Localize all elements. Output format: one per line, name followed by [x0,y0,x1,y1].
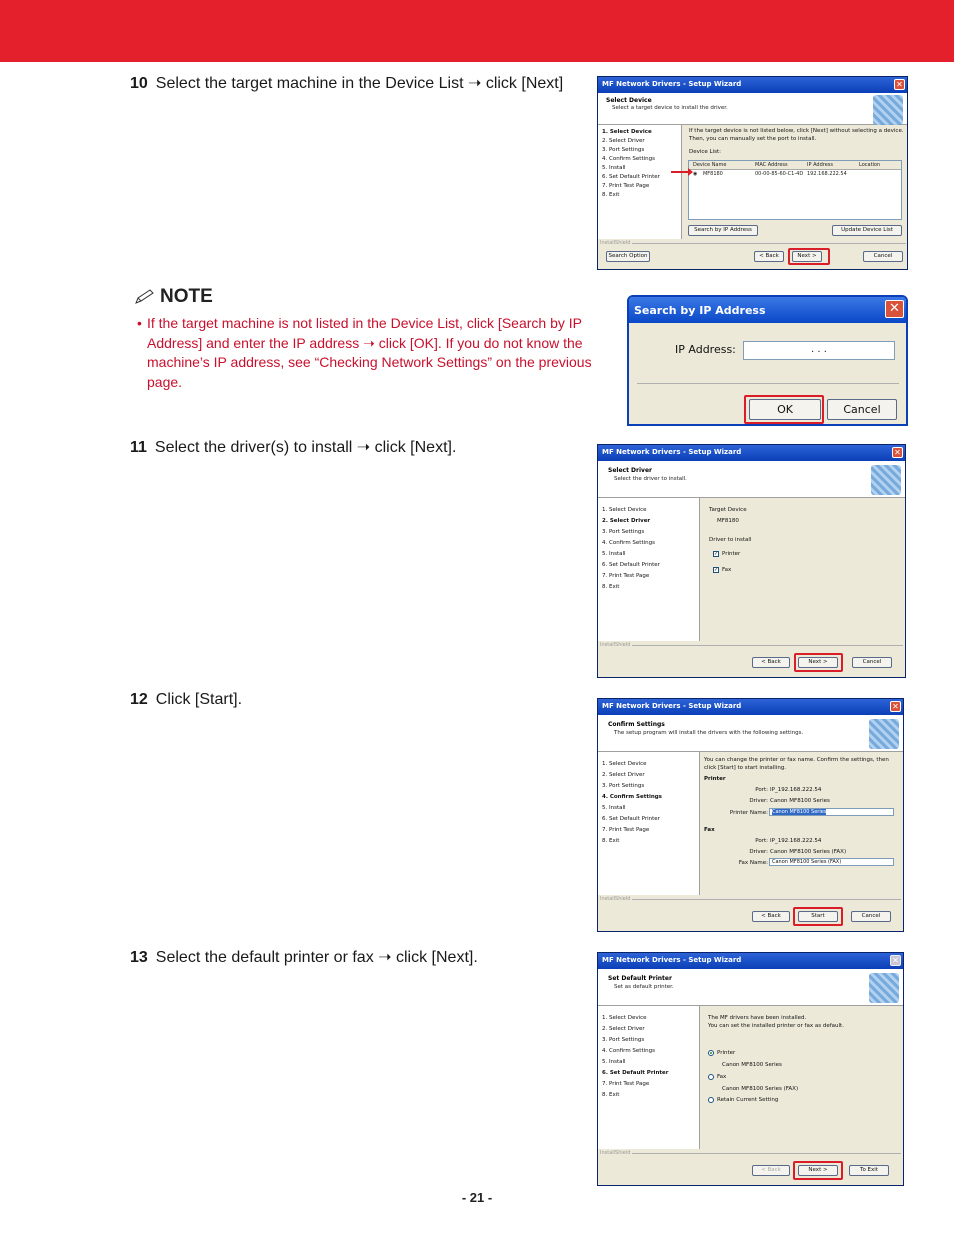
port-label: Port: [755,838,768,844]
cancel-button[interactable]: Cancel [851,911,891,922]
target-device-value: MF8180 [717,518,739,524]
step-11 [130,436,570,460]
checkbox-checked-icon: ✓ [714,550,719,557]
wizard-graphic-icon [869,973,899,1003]
next-highlight [794,653,843,672]
step-12 [130,688,570,712]
search-by-ip-button[interactable]: Search by IP Address [688,225,758,236]
note-heading [134,286,594,308]
divider [637,383,899,384]
note-label: NOTE [160,286,213,307]
device-name: ◉ MF8180 [693,171,723,177]
close-icon[interactable]: ✕ [885,300,904,318]
radio-selected-icon [708,1050,714,1056]
header-title: Select Driver [608,467,652,474]
installshield-separator: InstallShield [600,645,903,652]
step-text: Select the driver(s) to install ➝ click [Next]. [154,439,457,456]
header-subtitle: Select the driver to install. [614,476,687,482]
confirm-settings-dialog [597,698,904,932]
printer-radio[interactable]: Printer [708,1049,735,1057]
note-body: If the target machine is not listed in the Device List, click [Search by IP Address] and enter the IP address ➝ click [OK]. If you do not know the machine’s IP address, see “Checking Network Settings” on the previous page. [147,315,592,390]
sidebar-step: 8. Exit [602,838,620,844]
dialog-title: Search by IP Address [634,304,766,317]
radio-unselected-icon [708,1097,714,1103]
select-device-dialog [597,76,908,270]
dialog-titlebar [629,297,906,323]
step-13 [130,946,570,970]
header-title: Confirm Settings [608,721,665,728]
printer-heading: Printer [704,776,726,782]
checkbox-checked-icon: ✓ [714,566,719,573]
sidebar-step: 3. Port Settings [602,783,645,789]
sidebar-step: 3. Port Settings [602,147,645,153]
step-number: 12 [130,691,148,708]
sidebar-step: 2. Select Driver [602,1026,645,1032]
sidebar-step: 8. Exit [602,1092,620,1098]
printer-port-value: IP_192.168.222.54 [770,787,822,793]
next-highlight [788,248,830,265]
sidebar-step: 4. Confirm Settings [602,1048,655,1054]
back-button[interactable]: < Back [752,911,790,922]
printer-option-detail: Canon MF8100 Series [722,1062,782,1068]
step-number: 13 [130,949,148,966]
sidebar-step: 1. Select Device [602,129,652,135]
sidebar-step: 5. Install [602,805,626,811]
device-row[interactable] [689,170,901,179]
installshield-separator: InstallShield [600,243,906,250]
wizard-header [598,715,903,752]
radio-unselected-icon [708,1074,714,1080]
intro-text: You can change the printer or fax name. Confirm the settings, then click [Start] to start installing. [704,757,889,771]
sidebar-step: 3. Port Settings [602,1037,645,1043]
step-number: 11 [130,439,147,456]
ok-button[interactable]: OK [749,399,821,420]
note-box [134,286,594,392]
dialog-title: MF Network Drivers - Setup Wizard [602,702,742,710]
header-title: Select Device [606,97,652,104]
sidebar-step: 5. Install [602,165,626,171]
pencil-icon [134,289,156,305]
printer-driver-value: Canon MF8100 Series [770,798,830,804]
driver-label: Driver: [749,849,768,855]
close-icon[interactable]: ✕ [894,79,905,90]
wizard-graphic-icon [871,465,901,495]
back-button[interactable]: < Back [754,251,784,262]
start-button[interactable]: Start [798,911,838,922]
fax-name-input[interactable]: Canon MF8100 Series (FAX) [769,858,894,866]
sidebar-step: 7. Print Test Page [602,183,650,189]
sidebar-step: 4. Confirm Settings [602,794,662,800]
device-list-header [689,161,901,170]
wizard-steps-sidebar [598,125,682,239]
device-list[interactable] [688,160,902,220]
sidebar-step: 8. Exit [602,584,620,590]
dialog-title: MF Network Drivers - Setup Wizard [602,956,742,964]
step-text: Select the target machine in the Device List ➝ click [Next] [155,75,564,92]
sidebar-step: 7. Print Test Page [602,827,650,833]
dialog-titlebar [598,445,905,461]
wizard-steps-sidebar [598,498,700,641]
printer-checkbox[interactable]: ✓ Printer [714,550,741,557]
select-driver-dialog [597,444,906,678]
column-header[interactable]: MAC Address [755,162,788,168]
retain-setting-radio[interactable]: Retain Current Setting [708,1096,778,1104]
cancel-button[interactable]: Cancel [852,657,892,668]
sidebar-step: 6. Set Default Printer [602,174,660,180]
installshield-separator: InstallShield [600,1153,901,1160]
dialog-titlebar [598,699,903,715]
exit-button[interactable]: To Exit [849,1165,889,1176]
fax-option-detail: Canon MF8100 Series (FAX) [722,1086,799,1092]
mac-address: 00-00-85-60-C1-4D [755,171,804,177]
location [855,170,901,179]
update-device-list-button[interactable]: Update Device List [832,225,902,236]
ip-address-dialog [627,295,908,426]
sidebar-step: 2. Select Driver [602,772,645,778]
dialog-titlebar [598,77,907,93]
sidebar-step: 7. Print Test Page [602,1081,650,1087]
sidebar-step: 2. Select Driver [602,518,651,524]
installshield-separator: InstallShield [600,899,901,906]
printer-name-input[interactable]: Canon MF8100 Series [769,808,894,816]
sidebar-step: 6. Set Default Printer [602,562,660,568]
header-title: Set Default Printer [608,975,672,982]
back-button[interactable]: < Back [752,657,790,668]
step-10 [130,72,570,96]
ip-address: 192.168.222.54 [807,171,847,177]
column-header[interactable]: IP Address [807,162,833,168]
driver-to-install-label: Driver to install [709,537,752,543]
wizard-header [598,969,903,1006]
close-icon: ✕ [890,955,901,966]
next-button[interactable]: Next > [798,1165,838,1176]
column-header[interactable]: Device Name [693,162,727,168]
wizard-header [598,461,905,498]
printer-name-label: Printer Name: [729,810,768,816]
sidebar-step: 5. Install [602,551,626,557]
sidebar-step: 6. Set Default Printer [602,816,660,822]
next-button[interactable]: Next > [798,657,838,668]
header-subtitle: The setup program will install the drivers with the following settings. [614,730,804,736]
header-subtitle: Select a target device to install the driver. [612,105,728,111]
fax-radio[interactable]: Fax [708,1073,726,1081]
dialog-titlebar [598,953,903,969]
search-option-button[interactable]: Search Option [606,251,650,262]
target-device-label: Target Device [709,507,747,513]
pointer-arrow-icon [671,171,689,173]
sidebar-step: 2. Select Driver [602,138,645,144]
wizard-graphic-icon [873,95,903,125]
step-text: Click [Start]. [155,691,243,708]
port-label: Port: [755,787,768,793]
intro-text: If the target device is not listed below, click [Next] without selecting a device. Then, you can manually set the port to install. [689,128,904,142]
wizard-header [598,93,907,125]
fax-driver-value: Canon MF8100 Series (FAX) [770,849,847,855]
cancel-button[interactable]: Cancel [863,251,903,262]
sidebar-step: 4. Confirm Settings [602,156,655,162]
column-header[interactable]: Location [859,162,881,168]
wizard-steps-sidebar [598,1006,700,1149]
header-subtitle: Set as default printer. [614,984,674,990]
intro-line-2: You can set the installed printer or fax as default. [708,1023,844,1029]
wizard-steps-sidebar [598,752,700,895]
start-highlight [793,907,843,926]
sidebar-step: 1. Select Device [602,1015,647,1021]
step-number: 10 [130,75,148,92]
top-red-banner [0,0,954,62]
close-icon[interactable]: ✕ [892,447,903,458]
next-button[interactable]: Next > [792,251,822,262]
note-bullet: • [137,315,142,331]
page-number: - 21 - [461,1190,493,1205]
sidebar-step: 3. Port Settings [602,529,645,535]
sidebar-step: 6. Set Default Printer [602,1070,669,1076]
sidebar-step: 8. Exit [602,192,620,198]
note-text [134,314,594,392]
cancel-button[interactable]: Cancel [827,399,897,420]
sidebar-step: 5. Install [602,1059,626,1065]
fax-heading: Fax [704,827,715,833]
wizard-graphic-icon [869,719,899,749]
fax-name-label: Fax Name: [738,860,768,866]
driver-label: Driver: [749,798,768,804]
ip-address-label: IP Address: [675,343,736,356]
sidebar-step: 4. Confirm Settings [602,540,655,546]
intro-line-1: The MF drivers have been installed. [708,1015,807,1021]
next-highlight [793,1161,843,1180]
sidebar-step: 1. Select Device [602,507,647,513]
close-icon[interactable]: ✕ [890,701,901,712]
ip-address-input[interactable]: . . . [743,341,895,360]
fax-port-value: IP_192.168.222.54 [770,838,822,844]
fax-checkbox[interactable]: ✓ Fax [714,566,732,573]
set-default-printer-dialog [597,952,904,1186]
sidebar-step: 1. Select Device [602,761,647,767]
device-list-label: Device List: [689,149,722,155]
dialog-title: MF Network Drivers - Setup Wizard [602,80,742,88]
dialog-title: MF Network Drivers - Setup Wizard [602,448,742,456]
step-text: Select the default printer or fax ➝ click [Next]. [155,949,478,966]
sidebar-step: 7. Print Test Page [602,573,650,579]
back-button: < Back [752,1165,790,1176]
ok-highlight [744,395,824,424]
